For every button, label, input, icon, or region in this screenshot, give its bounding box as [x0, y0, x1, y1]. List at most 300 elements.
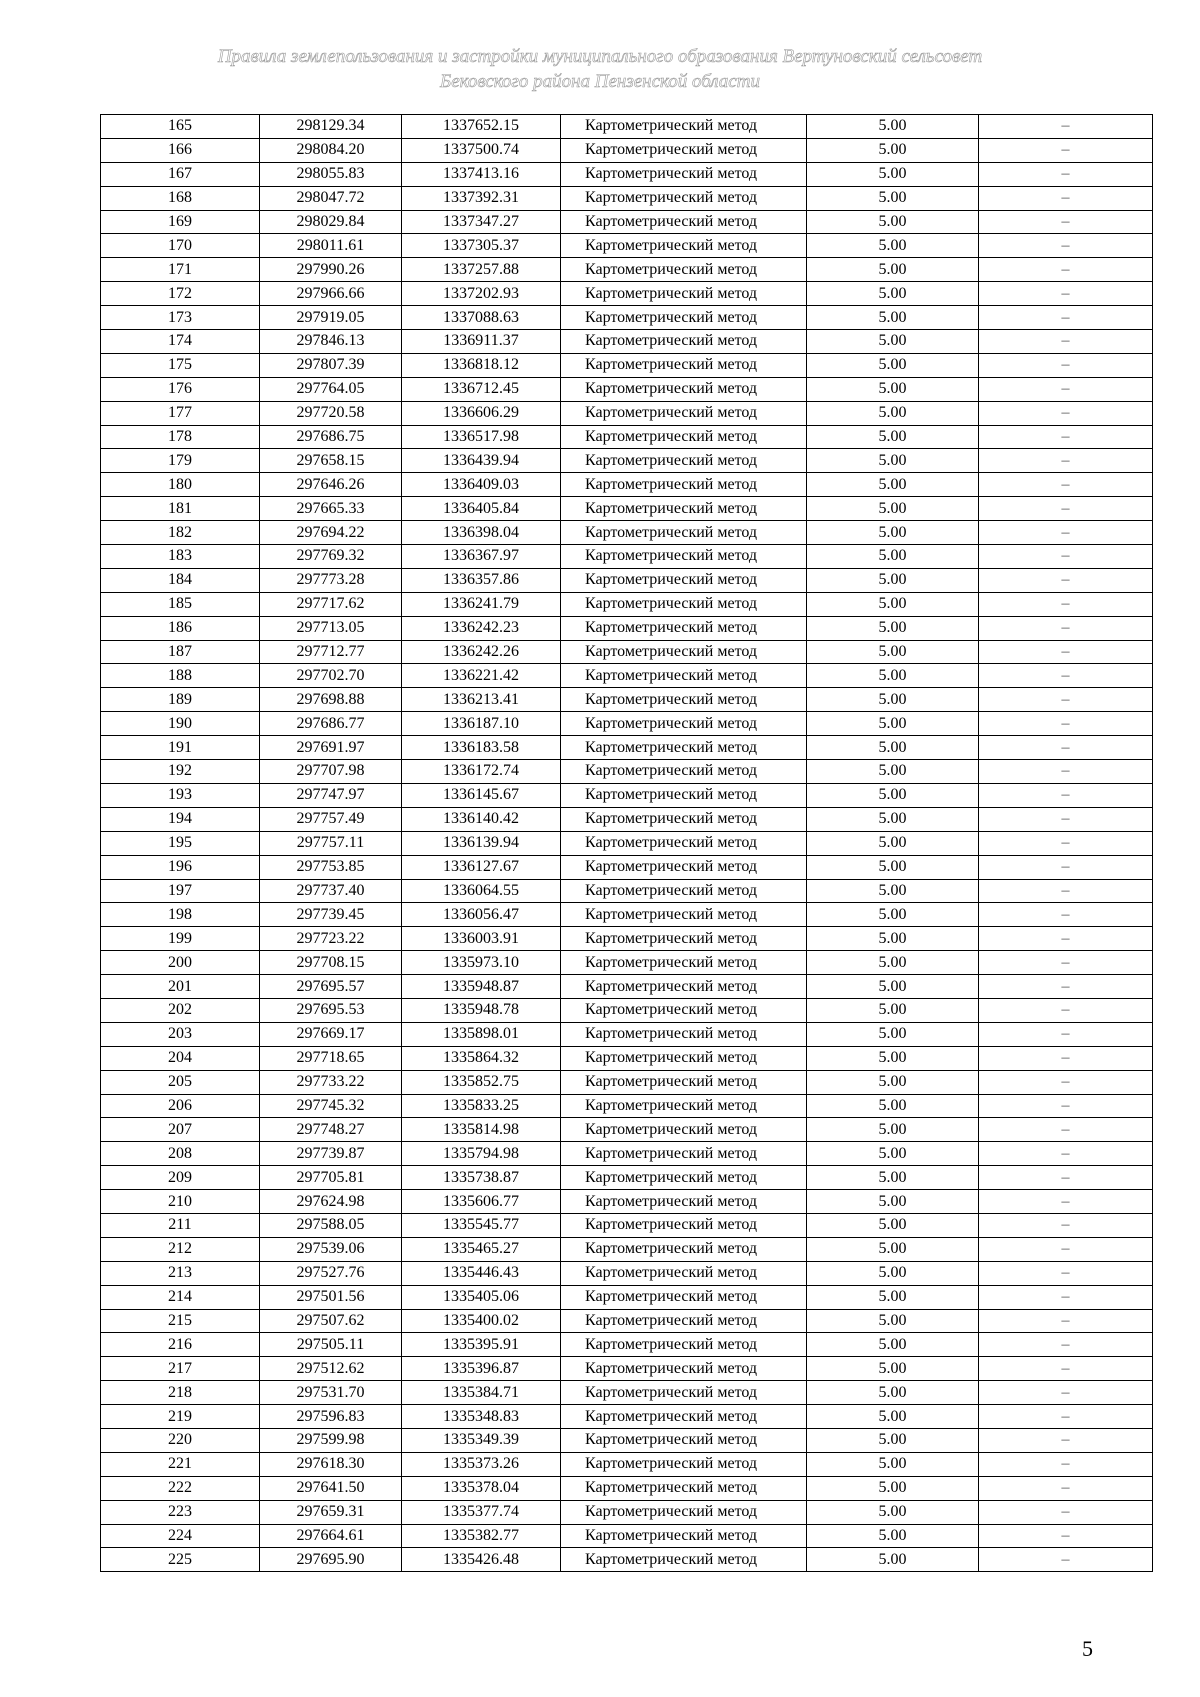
accuracy-cell: 5.00	[807, 688, 979, 712]
description-cell: –	[979, 1548, 1153, 1572]
y-coordinate-cell: 1335864.32	[402, 1046, 561, 1070]
accuracy-cell: 5.00	[807, 1476, 979, 1500]
method-cell: Картометрический метод	[561, 1476, 807, 1500]
y-coordinate-cell: 1337088.63	[402, 306, 561, 330]
table-row	[101, 1452, 1153, 1476]
description-cell: –	[979, 353, 1153, 377]
y-coordinate-cell: 1335545.77	[402, 1213, 561, 1237]
method-cell: Картометрический метод	[561, 1333, 807, 1357]
description-cell: –	[979, 951, 1153, 975]
point-number-cell: 172	[101, 282, 260, 306]
y-coordinate-cell: 1336367.97	[402, 545, 561, 569]
x-coordinate-cell: 297599.98	[260, 1428, 402, 1452]
point-number-cell: 211	[101, 1213, 260, 1237]
description-cell: –	[979, 115, 1153, 139]
accuracy-cell: 5.00	[807, 353, 979, 377]
description-cell: –	[979, 1333, 1153, 1357]
table-row	[101, 1500, 1153, 1524]
header-line-1: Правила землепользования и застройки муниципального образования Вертуновский сельсовет	[217, 46, 983, 67]
x-coordinate-cell: 297646.26	[260, 473, 402, 497]
table-row	[101, 1070, 1153, 1094]
description-cell: –	[979, 688, 1153, 712]
x-coordinate-cell: 298084.20	[260, 138, 402, 162]
point-number-cell: 204	[101, 1046, 260, 1070]
method-cell: Картометрический метод	[561, 1046, 807, 1070]
point-number-cell: 197	[101, 879, 260, 903]
accuracy-cell: 5.00	[807, 855, 979, 879]
header-line-2: Бековского района Пензенской области	[440, 71, 760, 92]
y-coordinate-cell: 1336439.94	[402, 449, 561, 473]
table-row	[101, 1022, 1153, 1046]
y-coordinate-cell: 1336242.23	[402, 616, 561, 640]
point-number-cell: 214	[101, 1285, 260, 1309]
description-cell: –	[979, 998, 1153, 1022]
description-cell: –	[979, 449, 1153, 473]
accuracy-cell: 5.00	[807, 998, 979, 1022]
table-row	[101, 1548, 1153, 1572]
point-number-cell: 222	[101, 1476, 260, 1500]
description-cell: –	[979, 616, 1153, 640]
accuracy-cell: 5.00	[807, 616, 979, 640]
method-cell: Картометрический метод	[561, 1500, 807, 1524]
y-coordinate-cell: 1336911.37	[402, 330, 561, 354]
table-row	[101, 879, 1153, 903]
accuracy-cell: 5.00	[807, 377, 979, 401]
table-row	[101, 783, 1153, 807]
table-row	[101, 855, 1153, 879]
description-cell: –	[979, 1381, 1153, 1405]
y-coordinate-cell: 1336172.74	[402, 760, 561, 784]
point-number-cell: 179	[101, 449, 260, 473]
accuracy-cell: 5.00	[807, 1333, 979, 1357]
x-coordinate-cell: 297694.22	[260, 521, 402, 545]
method-cell: Картометрический метод	[561, 115, 807, 139]
point-number-cell: 173	[101, 306, 260, 330]
point-number-cell: 225	[101, 1548, 260, 1572]
description-cell: –	[979, 712, 1153, 736]
table-row	[101, 831, 1153, 855]
x-coordinate-cell: 297737.40	[260, 879, 402, 903]
accuracy-cell: 5.00	[807, 258, 979, 282]
point-number-cell: 189	[101, 688, 260, 712]
point-number-cell: 224	[101, 1524, 260, 1548]
accuracy-cell: 5.00	[807, 1428, 979, 1452]
method-cell: Картометрический метод	[561, 1237, 807, 1261]
point-number-cell: 180	[101, 473, 260, 497]
y-coordinate-cell: 1335833.25	[402, 1094, 561, 1118]
table-row	[101, 736, 1153, 760]
method-cell: Картометрический метод	[561, 1190, 807, 1214]
x-coordinate-cell: 298029.84	[260, 210, 402, 234]
accuracy-cell: 5.00	[807, 115, 979, 139]
description-cell: –	[979, 138, 1153, 162]
table-row	[101, 138, 1153, 162]
table-row	[101, 975, 1153, 999]
accuracy-cell: 5.00	[807, 592, 979, 616]
x-coordinate-cell: 297717.62	[260, 592, 402, 616]
point-number-cell: 212	[101, 1237, 260, 1261]
x-coordinate-cell: 297695.90	[260, 1548, 402, 1572]
y-coordinate-cell: 1336221.42	[402, 664, 561, 688]
accuracy-cell: 5.00	[807, 306, 979, 330]
y-coordinate-cell: 1335814.98	[402, 1118, 561, 1142]
x-coordinate-cell: 298011.61	[260, 234, 402, 258]
method-cell: Картометрический метод	[561, 879, 807, 903]
page-header	[0, 44, 1200, 94]
x-coordinate-cell: 298129.34	[260, 115, 402, 139]
accuracy-cell: 5.00	[807, 1142, 979, 1166]
table-row	[101, 449, 1153, 473]
accuracy-cell: 5.00	[807, 831, 979, 855]
accuracy-cell: 5.00	[807, 927, 979, 951]
method-cell: Картометрический метод	[561, 1022, 807, 1046]
point-number-cell: 215	[101, 1309, 260, 1333]
point-number-cell: 220	[101, 1428, 260, 1452]
point-number-cell: 208	[101, 1142, 260, 1166]
table-row	[101, 425, 1153, 449]
description-cell: –	[979, 1190, 1153, 1214]
y-coordinate-cell: 1336139.94	[402, 831, 561, 855]
coordinates-table	[100, 114, 1153, 1572]
point-number-cell: 219	[101, 1405, 260, 1429]
x-coordinate-cell: 297698.88	[260, 688, 402, 712]
point-number-cell: 205	[101, 1070, 260, 1094]
method-cell: Картометрический метод	[561, 449, 807, 473]
table-row	[101, 1046, 1153, 1070]
x-coordinate-cell: 297695.53	[260, 998, 402, 1022]
table-row	[101, 1213, 1153, 1237]
x-coordinate-cell: 297753.85	[260, 855, 402, 879]
point-number-cell: 176	[101, 377, 260, 401]
method-cell: Картометрический метод	[561, 162, 807, 186]
point-number-cell: 199	[101, 927, 260, 951]
y-coordinate-cell: 1335378.04	[402, 1476, 561, 1500]
table-row	[101, 998, 1153, 1022]
x-coordinate-cell: 297686.75	[260, 425, 402, 449]
point-number-cell: 209	[101, 1166, 260, 1190]
description-cell: –	[979, 1285, 1153, 1309]
table-row	[101, 1166, 1153, 1190]
y-coordinate-cell: 1335426.48	[402, 1548, 561, 1572]
x-coordinate-cell: 297659.31	[260, 1500, 402, 1524]
y-coordinate-cell: 1335382.77	[402, 1524, 561, 1548]
y-coordinate-cell: 1336357.86	[402, 568, 561, 592]
y-coordinate-cell: 1336405.84	[402, 497, 561, 521]
table-row	[101, 377, 1153, 401]
accuracy-cell: 5.00	[807, 521, 979, 545]
y-coordinate-cell: 1337347.27	[402, 210, 561, 234]
x-coordinate-cell: 297764.05	[260, 377, 402, 401]
description-cell: –	[979, 1046, 1153, 1070]
x-coordinate-cell: 298047.72	[260, 186, 402, 210]
table-row	[101, 760, 1153, 784]
description-cell: –	[979, 1213, 1153, 1237]
method-cell: Картометрический метод	[561, 831, 807, 855]
x-coordinate-cell: 297747.97	[260, 783, 402, 807]
table-row	[101, 258, 1153, 282]
point-number-cell: 192	[101, 760, 260, 784]
table-row	[101, 1118, 1153, 1142]
description-cell: –	[979, 975, 1153, 999]
method-cell: Картометрический метод	[561, 736, 807, 760]
table-row	[101, 115, 1153, 139]
accuracy-cell: 5.00	[807, 1094, 979, 1118]
point-number-cell: 182	[101, 521, 260, 545]
method-cell: Картометрический метод	[561, 377, 807, 401]
x-coordinate-cell: 297507.62	[260, 1309, 402, 1333]
method-cell: Картометрический метод	[561, 1070, 807, 1094]
point-number-cell: 202	[101, 998, 260, 1022]
accuracy-cell: 5.00	[807, 425, 979, 449]
description-cell: –	[979, 807, 1153, 831]
x-coordinate-cell: 297641.50	[260, 1476, 402, 1500]
method-cell: Картометрический метод	[561, 1309, 807, 1333]
accuracy-cell: 5.00	[807, 1237, 979, 1261]
y-coordinate-cell: 1336517.98	[402, 425, 561, 449]
accuracy-cell: 5.00	[807, 1548, 979, 1572]
table-row	[101, 401, 1153, 425]
method-cell: Картометрический метод	[561, 568, 807, 592]
point-number-cell: 221	[101, 1452, 260, 1476]
y-coordinate-cell: 1337257.88	[402, 258, 561, 282]
y-coordinate-cell: 1337305.37	[402, 234, 561, 258]
method-cell: Картометрический метод	[561, 473, 807, 497]
description-cell: –	[979, 306, 1153, 330]
table-row	[101, 807, 1153, 831]
y-coordinate-cell: 1336606.29	[402, 401, 561, 425]
description-cell: –	[979, 1524, 1153, 1548]
accuracy-cell: 5.00	[807, 1070, 979, 1094]
accuracy-cell: 5.00	[807, 879, 979, 903]
point-number-cell: 181	[101, 497, 260, 521]
accuracy-cell: 5.00	[807, 1524, 979, 1548]
y-coordinate-cell: 1335973.10	[402, 951, 561, 975]
accuracy-cell: 5.00	[807, 138, 979, 162]
method-cell: Картометрический метод	[561, 592, 807, 616]
x-coordinate-cell: 297669.17	[260, 1022, 402, 1046]
y-coordinate-cell: 1337652.15	[402, 115, 561, 139]
x-coordinate-cell: 297769.32	[260, 545, 402, 569]
y-coordinate-cell: 1335400.02	[402, 1309, 561, 1333]
x-coordinate-cell: 297713.05	[260, 616, 402, 640]
description-cell: –	[979, 783, 1153, 807]
x-coordinate-cell: 297691.97	[260, 736, 402, 760]
description-cell: –	[979, 640, 1153, 664]
table-row	[101, 1237, 1153, 1261]
accuracy-cell: 5.00	[807, 1118, 979, 1142]
point-number-cell: 195	[101, 831, 260, 855]
y-coordinate-cell: 1336140.42	[402, 807, 561, 831]
point-number-cell: 166	[101, 138, 260, 162]
point-number-cell: 169	[101, 210, 260, 234]
description-cell: –	[979, 1022, 1153, 1046]
accuracy-cell: 5.00	[807, 568, 979, 592]
description-cell: –	[979, 234, 1153, 258]
y-coordinate-cell: 1336213.41	[402, 688, 561, 712]
method-cell: Картометрический метод	[561, 1261, 807, 1285]
method-cell: Картометрический метод	[561, 1452, 807, 1476]
accuracy-cell: 5.00	[807, 186, 979, 210]
x-coordinate-cell: 297705.81	[260, 1166, 402, 1190]
accuracy-cell: 5.00	[807, 449, 979, 473]
accuracy-cell: 5.00	[807, 210, 979, 234]
table-row	[101, 1524, 1153, 1548]
accuracy-cell: 5.00	[807, 1405, 979, 1429]
table-row	[101, 497, 1153, 521]
table-row	[101, 282, 1153, 306]
x-coordinate-cell: 297718.65	[260, 1046, 402, 1070]
accuracy-cell: 5.00	[807, 473, 979, 497]
table-row	[101, 1476, 1153, 1500]
table-row	[101, 664, 1153, 688]
y-coordinate-cell: 1335349.39	[402, 1428, 561, 1452]
x-coordinate-cell: 297990.26	[260, 258, 402, 282]
table-row	[101, 186, 1153, 210]
table-row	[101, 688, 1153, 712]
point-number-cell: 174	[101, 330, 260, 354]
method-cell: Картометрический метод	[561, 353, 807, 377]
x-coordinate-cell: 297596.83	[260, 1405, 402, 1429]
accuracy-cell: 5.00	[807, 1452, 979, 1476]
y-coordinate-cell: 1335465.27	[402, 1237, 561, 1261]
description-cell: –	[979, 664, 1153, 688]
table-row	[101, 1309, 1153, 1333]
y-coordinate-cell: 1335948.78	[402, 998, 561, 1022]
description-cell: –	[979, 1094, 1153, 1118]
point-number-cell: 198	[101, 903, 260, 927]
description-cell: –	[979, 568, 1153, 592]
y-coordinate-cell: 1335898.01	[402, 1022, 561, 1046]
method-cell: Картометрический метод	[561, 210, 807, 234]
method-cell: Картометрический метод	[561, 783, 807, 807]
point-number-cell: 185	[101, 592, 260, 616]
point-number-cell: 193	[101, 783, 260, 807]
description-cell: –	[979, 1142, 1153, 1166]
accuracy-cell: 5.00	[807, 1261, 979, 1285]
x-coordinate-cell: 297501.56	[260, 1285, 402, 1309]
table-row	[101, 712, 1153, 736]
method-cell: Картометрический метод	[561, 807, 807, 831]
point-number-cell: 201	[101, 975, 260, 999]
description-cell: –	[979, 282, 1153, 306]
table-row	[101, 1428, 1153, 1452]
method-cell: Картометрический метод	[561, 401, 807, 425]
point-number-cell: 168	[101, 186, 260, 210]
accuracy-cell: 5.00	[807, 712, 979, 736]
y-coordinate-cell: 1336712.45	[402, 377, 561, 401]
x-coordinate-cell: 297702.70	[260, 664, 402, 688]
x-coordinate-cell: 297846.13	[260, 330, 402, 354]
y-coordinate-cell: 1336241.79	[402, 592, 561, 616]
point-number-cell: 177	[101, 401, 260, 425]
description-cell: –	[979, 879, 1153, 903]
x-coordinate-cell: 297588.05	[260, 1213, 402, 1237]
table-row	[101, 1381, 1153, 1405]
point-number-cell: 196	[101, 855, 260, 879]
x-coordinate-cell: 297773.28	[260, 568, 402, 592]
accuracy-cell: 5.00	[807, 330, 979, 354]
y-coordinate-cell: 1335852.75	[402, 1070, 561, 1094]
x-coordinate-cell: 298055.83	[260, 162, 402, 186]
description-cell: –	[979, 1357, 1153, 1381]
method-cell: Картометрический метод	[561, 712, 807, 736]
description-cell: –	[979, 1452, 1153, 1476]
point-number-cell: 175	[101, 353, 260, 377]
y-coordinate-cell: 1335395.91	[402, 1333, 561, 1357]
x-coordinate-cell: 297707.98	[260, 760, 402, 784]
description-cell: –	[979, 377, 1153, 401]
accuracy-cell: 5.00	[807, 1022, 979, 1046]
y-coordinate-cell: 1336127.67	[402, 855, 561, 879]
point-number-cell: 203	[101, 1022, 260, 1046]
x-coordinate-cell: 297745.32	[260, 1094, 402, 1118]
x-coordinate-cell: 297686.77	[260, 712, 402, 736]
point-number-cell: 200	[101, 951, 260, 975]
table-row	[101, 162, 1153, 186]
method-cell: Картометрический метод	[561, 616, 807, 640]
x-coordinate-cell: 297695.57	[260, 975, 402, 999]
description-cell: –	[979, 258, 1153, 282]
method-cell: Картометрический метод	[561, 1405, 807, 1429]
method-cell: Картометрический метод	[561, 1142, 807, 1166]
table-row	[101, 951, 1153, 975]
method-cell: Картометрический метод	[561, 1213, 807, 1237]
x-coordinate-cell: 297723.22	[260, 927, 402, 951]
coordinates-table-body	[101, 115, 1153, 1572]
y-coordinate-cell: 1336003.91	[402, 927, 561, 951]
table-row	[101, 640, 1153, 664]
point-number-cell: 171	[101, 258, 260, 282]
description-cell: –	[979, 592, 1153, 616]
accuracy-cell: 5.00	[807, 1309, 979, 1333]
x-coordinate-cell: 297527.76	[260, 1261, 402, 1285]
x-coordinate-cell: 297712.77	[260, 640, 402, 664]
point-number-cell: 207	[101, 1118, 260, 1142]
description-cell: –	[979, 736, 1153, 760]
y-coordinate-cell: 1335738.87	[402, 1166, 561, 1190]
description-cell: –	[979, 1428, 1153, 1452]
table-row	[101, 210, 1153, 234]
y-coordinate-cell: 1335377.74	[402, 1500, 561, 1524]
y-coordinate-cell: 1335348.83	[402, 1405, 561, 1429]
point-number-cell: 186	[101, 616, 260, 640]
accuracy-cell: 5.00	[807, 1046, 979, 1070]
y-coordinate-cell: 1335606.77	[402, 1190, 561, 1214]
y-coordinate-cell: 1337202.93	[402, 282, 561, 306]
x-coordinate-cell: 297664.61	[260, 1524, 402, 1548]
table-row	[101, 306, 1153, 330]
point-number-cell: 191	[101, 736, 260, 760]
accuracy-cell: 5.00	[807, 1213, 979, 1237]
x-coordinate-cell: 297539.06	[260, 1237, 402, 1261]
table-row	[101, 592, 1153, 616]
point-number-cell: 206	[101, 1094, 260, 1118]
x-coordinate-cell: 297739.45	[260, 903, 402, 927]
accuracy-cell: 5.00	[807, 234, 979, 258]
method-cell: Картометрический метод	[561, 258, 807, 282]
point-number-cell: 194	[101, 807, 260, 831]
method-cell: Картометрический метод	[561, 545, 807, 569]
point-number-cell: 184	[101, 568, 260, 592]
table-row	[101, 1142, 1153, 1166]
table-row	[101, 521, 1153, 545]
page-number: 5	[1082, 1636, 1093, 1661]
point-number-cell: 178	[101, 425, 260, 449]
description-cell: –	[979, 855, 1153, 879]
accuracy-cell: 5.00	[807, 975, 979, 999]
y-coordinate-cell: 1336398.04	[402, 521, 561, 545]
description-cell: –	[979, 1118, 1153, 1142]
